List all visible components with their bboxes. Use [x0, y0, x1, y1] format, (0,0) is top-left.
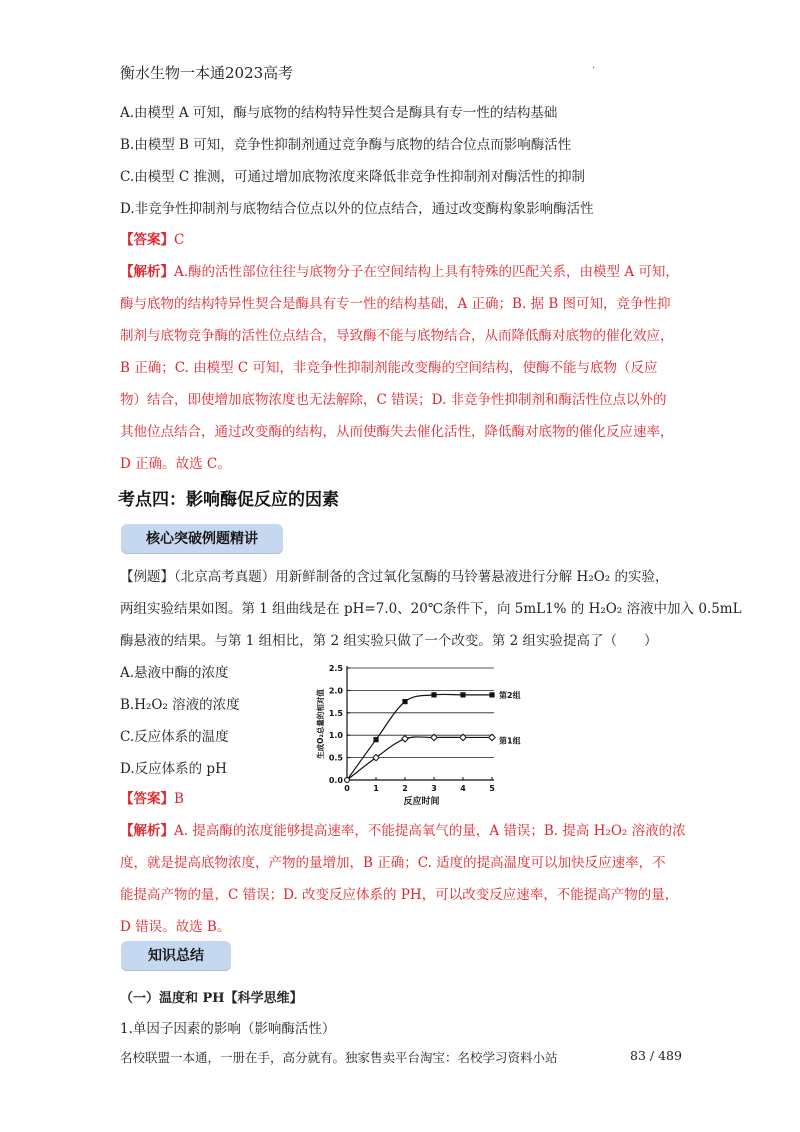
origin-marker [345, 778, 350, 783]
example-option-d: D.反应体系的 pH [120, 761, 227, 777]
page-number: 83 / 489 [630, 1048, 682, 1063]
example-line-1: 【例题】（北京高考真题）用新鲜制备的含过氧化氢酶的马铃薯悬液进行分解 H₂O₂ 的实验， [120, 569, 669, 585]
y-tick-label: 1.0 [328, 731, 343, 741]
summary-heading: （一）温度和 PH【科学思维】 [120, 991, 303, 1006]
example-answer [120, 790, 184, 808]
pill-knowledge-summary: 知识总结 [121, 941, 231, 971]
y-tick-label: 2.5 [328, 664, 343, 673]
square-marker [489, 692, 494, 697]
y-tick-label: 2.0 [328, 686, 343, 696]
prev-analysis-line-4: B 正确；C. 由模型 C 可知，非竞争性抑制剂能改变酶的空间结构，使酶不能与底物（反应 [120, 360, 658, 376]
square-marker [431, 692, 436, 697]
header-dot: . [592, 60, 596, 71]
series-line [347, 737, 492, 780]
example-line-3: 酶悬液的结果。与第 1 组相比，第 2 组实验只做了一个改变。第 2 组实验提高了（ ） [120, 633, 658, 649]
example-line-2: 两组实验结果如图。第 1 组曲线是在 pH=7.0、20℃条件下，向 5mL1% 的 H₂O₂ 溶液中加入 0.5mL [120, 601, 742, 617]
example-analysis-line-4: D 错误。故选 B。 [120, 919, 231, 935]
oxygen-production-chart [305, 655, 530, 815]
example-analysis-line-1 [120, 822, 686, 840]
y-tick-label: 0.5 [328, 753, 343, 763]
prev-option-b: B.由模型 B 可知，竞争性抑制剂通过竞争酶与底物的结合位点而影响酶活性 [120, 137, 572, 153]
example-option-b: B.H₂O₂ 溶液的浓度 [120, 697, 240, 713]
answer-value: B [174, 791, 184, 807]
square-marker [373, 737, 378, 742]
prev-answer [120, 231, 184, 249]
square-marker [402, 699, 407, 704]
prev-option-a: A.由模型 A 可知，酶与底物的结构特异性契合是酶具有专一性的结构基础 [120, 105, 558, 121]
prev-analysis-line-3: 制剂与底物竞争酶的活性位点结合，导致酶不能与底物结合，从而降低酶对底物的催化效应， [120, 328, 674, 344]
analysis-text: A.酶的活性部位往往与底物分子在空间结构上具有特殊的匹配关系，由模型 A 可知， [174, 264, 679, 280]
x-tick-label: 4 [460, 784, 466, 793]
answer-label: 【答案】 [120, 232, 174, 248]
footer-text: 名校联盟一本通，一册在手，高分就有。独家售卖平台淘宝：名校学习资料小站 [120, 1050, 558, 1065]
analysis-text: A. 提高酶的浓度能够提高速率，不能提高氧气的量，A 错误；B. 提高 H₂O₂ 溶液的浓 [174, 823, 686, 839]
summary-item-1: 1.单因子因素的影响（影响酶活性） [120, 1021, 336, 1037]
example-analysis-line-2: 度，就是提高底物浓度，产物的量增加，B 正确；C. 适度的提高温度可以加快反应速率，不 [120, 855, 666, 871]
x-tick-label: 1 [373, 784, 379, 793]
y-axis-label: 生成O₂总量的相对值 [316, 689, 325, 759]
series-label: 第1组 [499, 736, 521, 746]
example-option-a: A.悬液中酶的浓度 [120, 665, 229, 681]
x-tick-label: 2 [402, 784, 408, 793]
prev-analysis-line-6: 其他位点结合，通过改变酶的结构，从而使酶失去催化活性，降低酶对底物的催化反应速率， [120, 424, 674, 440]
analysis-label: 【解析】 [120, 264, 174, 280]
answer-label: 【答案】 [120, 791, 174, 807]
prev-analysis-line-7: D 正确。故选 C。 [120, 456, 231, 472]
prev-option-d: D.非竞争性抑制剂与底物结合位点以外的位点结合，通过改变酶构象影响酶活性 [120, 201, 594, 217]
x-tick-label: 3 [431, 784, 437, 793]
diamond-marker [402, 736, 408, 742]
prev-analysis-line-2: 酶与底物的结构特异性契合是酶具有专一性的结构基础，A 正确；B. 据 B 图可知，竞争性抑 [120, 296, 671, 312]
answer-value: C [174, 232, 185, 248]
prev-analysis-line-5: 物）结合，即使增加底物浓度也无法解除，C 错误；D. 非竞争性抑制剂和酶活性位点以外的 [120, 392, 667, 408]
example-option-c: C.反应体系的温度 [120, 729, 229, 745]
x-tick-label: 0 [344, 784, 350, 793]
square-marker [460, 692, 465, 697]
analysis-label: 【解析】 [120, 823, 174, 839]
page-header-title: 衡水生物一本通2023高考 [120, 64, 294, 82]
prev-option-c: C.由模型 C 推测，可通过增加底物浓度来降低非竞争性抑制剂对酶活性的抑制 [120, 169, 586, 185]
x-tick-label: 5 [489, 784, 495, 793]
y-tick-label: 0.0 [328, 776, 343, 785]
x-axis-label: 反应时间 [403, 797, 440, 807]
series-label: 第2组 [499, 690, 521, 700]
section-title: 考点四：影响酶促反应的因素 [118, 490, 339, 510]
example-analysis-line-3: 能提高产物的量，C 错误；D. 改变反应体系的 PH，可以改变反应速率，不能提高产物的量， [120, 887, 679, 903]
pill-core-examples: 核心突破例题精讲 [121, 524, 283, 554]
y-tick-label: 1.5 [328, 708, 343, 718]
prev-analysis-line-1 [120, 263, 679, 281]
